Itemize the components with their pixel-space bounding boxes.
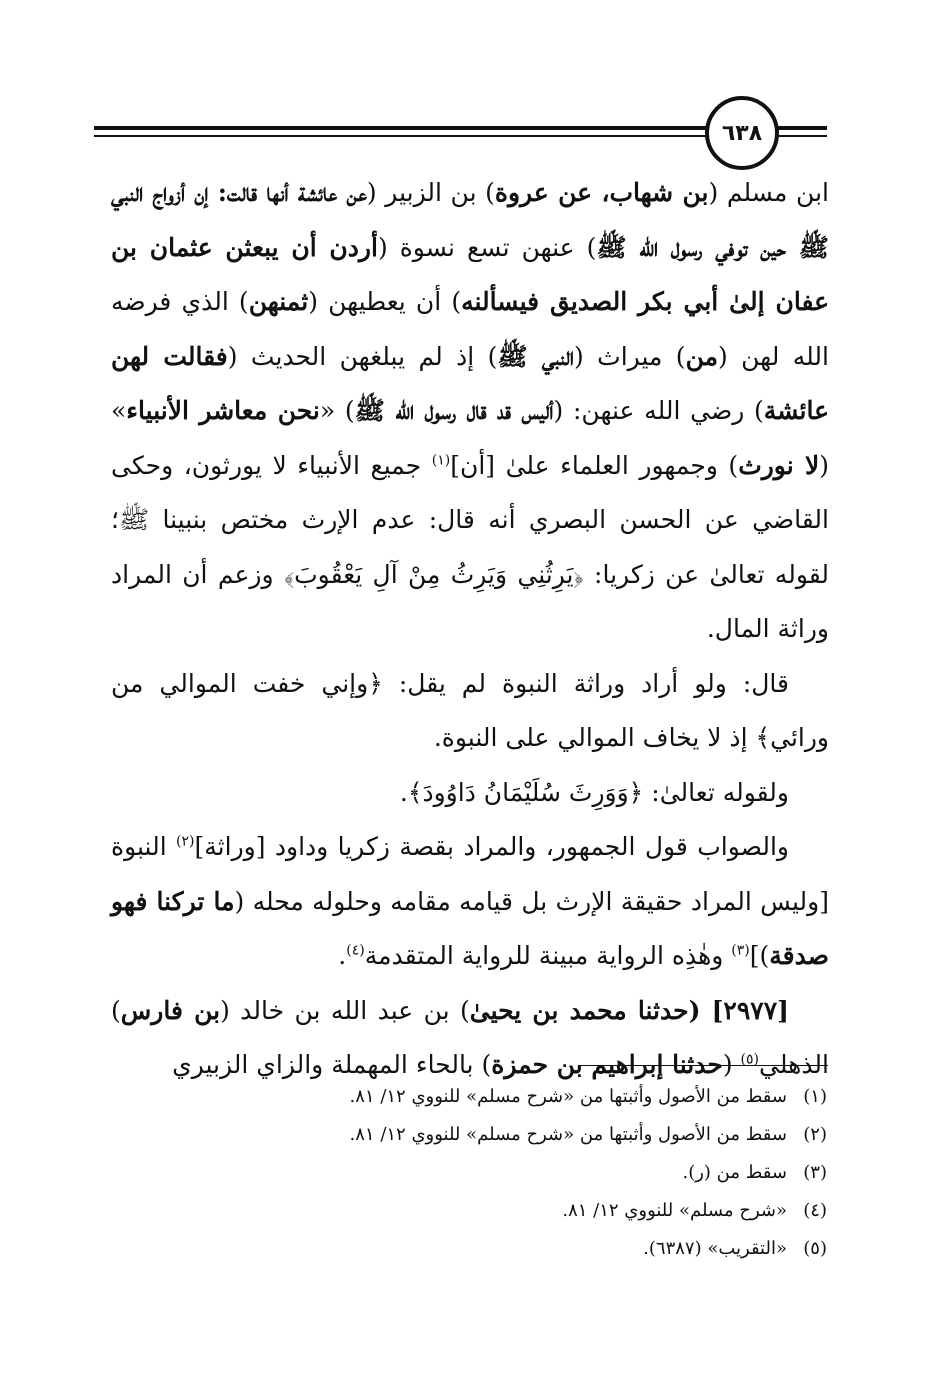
text-run: لا نورث: [738, 450, 820, 480]
text-run: حدثنا محمد بن يحيىٰ: [469, 995, 689, 1025]
paragraph: [111, 984, 829, 1093]
text-run: » (: [111, 396, 829, 480]
footnote-number: (٤): [803, 1200, 827, 1221]
text-run: ) الذهلي: [111, 995, 829, 1079]
text-run: عن عائشة أنها قالت: إن أزواج النبي ﷺ حين توفي رسول الله ﷺ: [111, 178, 829, 262]
header-rule: [777, 135, 827, 137]
text-run: ) بالحاء المهملة والزاي الزبيري: [172, 1050, 492, 1079]
footnote-text: «التقريب» (٦٣٨٧).: [643, 1238, 787, 1259]
footnote-text: سقط من الأصول وأثبتها من «شرح مسلم» للنووي ١٢/ ٨١.: [349, 1124, 787, 1145]
footnote-number: (١): [803, 1086, 827, 1107]
text-run: بن شهاب، عن عروة: [494, 178, 709, 207]
text-run: ) ميراث (: [574, 341, 686, 371]
footnote-marker: (٤): [346, 942, 365, 959]
text-run: ابن مسلم (: [708, 178, 829, 207]
text-run: فقالت لهن عائشة: [111, 341, 829, 425]
text-run: أردن أن يبعثن عثمان بن عفان إلىٰ أبي بكر الصديق فيسألنه: [111, 232, 830, 316]
footnote-marker: (٣): [731, 942, 750, 959]
paragraph: [111, 166, 829, 657]
footnote-marker: (١): [431, 452, 451, 469]
footnote: [107, 1116, 827, 1154]
footnote-marker: (٥): [740, 1051, 760, 1068]
footnote-text: سقط من الأصول وأثبتها من «شرح مسلم» للنووي ١٢/ ٨١.: [349, 1086, 787, 1107]
footnote-number: (٣): [803, 1162, 827, 1183]
footnote-marker: (٢): [176, 833, 195, 850]
header-rule: [94, 135, 706, 137]
footnote-text: «شرح مسلم» للنووي ١٢/ ٨١.: [562, 1200, 787, 1221]
paragraph: [111, 657, 829, 766]
text-run: بن فارس: [120, 995, 221, 1025]
page-header: [94, 96, 827, 176]
text-run: ) رضي الله عنهن: (: [553, 396, 764, 425]
text-run: ) إذ لم يبلغهن الحديث (: [227, 341, 498, 371]
text-run: ) «: [319, 396, 355, 425]
text-run: حدثنا إبراهيم بن حمزة: [491, 1050, 723, 1079]
text-run: أليس قد قال رسول الله ﷺ: [354, 396, 554, 425]
text-run: ) عنهن تسع نسوة (: [377, 232, 597, 262]
text-run: وهٰذِه الرواية مبينة للرواية المتقدمة: [364, 941, 732, 970]
footnote-text: سقط من (ر).: [682, 1162, 787, 1183]
text-run: ولقوله تعالىٰ: ﴿وَوَرِثَ سُلَيْمَانُ دَاوُودَ﴾.: [399, 777, 789, 807]
footnote: [107, 1230, 827, 1268]
text-run: .: [338, 941, 347, 970]
footnotes: [107, 1078, 827, 1268]
paragraph: [111, 766, 829, 821]
text-run: والصواب قول الجمهور، والمراد بقصة زكريا وداود [وراثة]: [194, 832, 789, 861]
text-run: ) أن يعطيهن (: [308, 287, 462, 316]
text-run: جميع الأنبياء لا يورثون، وحكى القاضي عن الحسن البصري أنه قال: عدم الإرث مختص بنبينا ﷺ؛ لقوله تعالىٰ عن زكريا: ﴿يَرِثُنِي وَيَرِثُ مِنْ آلِ يَعْقُوبَ﴾ وزعم أن المراد وراثة المال.: [111, 450, 829, 643]
text-run: ) الذي فرضه الله لهن (: [111, 287, 829, 371]
text-run: قال: ولو أراد وراثة النبوة لم يقل: ﴿وإني خفت الموالي من ورائي﴾ إذ لا يخاف الموالي على النبوة.: [111, 668, 829, 752]
main-text: [111, 166, 829, 1093]
text-run: النبوة [وليس المراد حقيقة الإرث بل قيامه مقامه وحلوله محله (: [111, 832, 829, 916]
text-run: [٢٩٧٧] (: [688, 995, 789, 1025]
footnote: [107, 1154, 827, 1192]
text-run: ) وجمهور العلماء علىٰ [أن]: [450, 450, 739, 480]
paragraph: [111, 820, 829, 984]
text-run: من: [685, 341, 718, 371]
footnote-separator: [578, 1065, 828, 1066]
text-run: )]: [749, 941, 770, 970]
footnote-number: (٢): [803, 1124, 827, 1145]
footnote: [107, 1192, 827, 1230]
text-run: (: [722, 1050, 741, 1079]
header-rule: [94, 126, 706, 130]
footnote-number: (٥): [803, 1238, 827, 1259]
text-run: النبي ﷺ: [497, 341, 574, 371]
text-run: ما تركنا فهو صدقة: [111, 886, 829, 970]
text-run: ثمنهن: [248, 287, 309, 316]
header-rule: [777, 126, 827, 130]
text-run: ) بن الزبير (: [366, 178, 495, 207]
text-run: ) بن عبد الله بن خالد (: [220, 995, 470, 1025]
text-run: نحن معاشر الأنبياء: [126, 396, 320, 425]
footnote: [107, 1078, 827, 1116]
page-number: ٦٣٨: [705, 96, 779, 170]
